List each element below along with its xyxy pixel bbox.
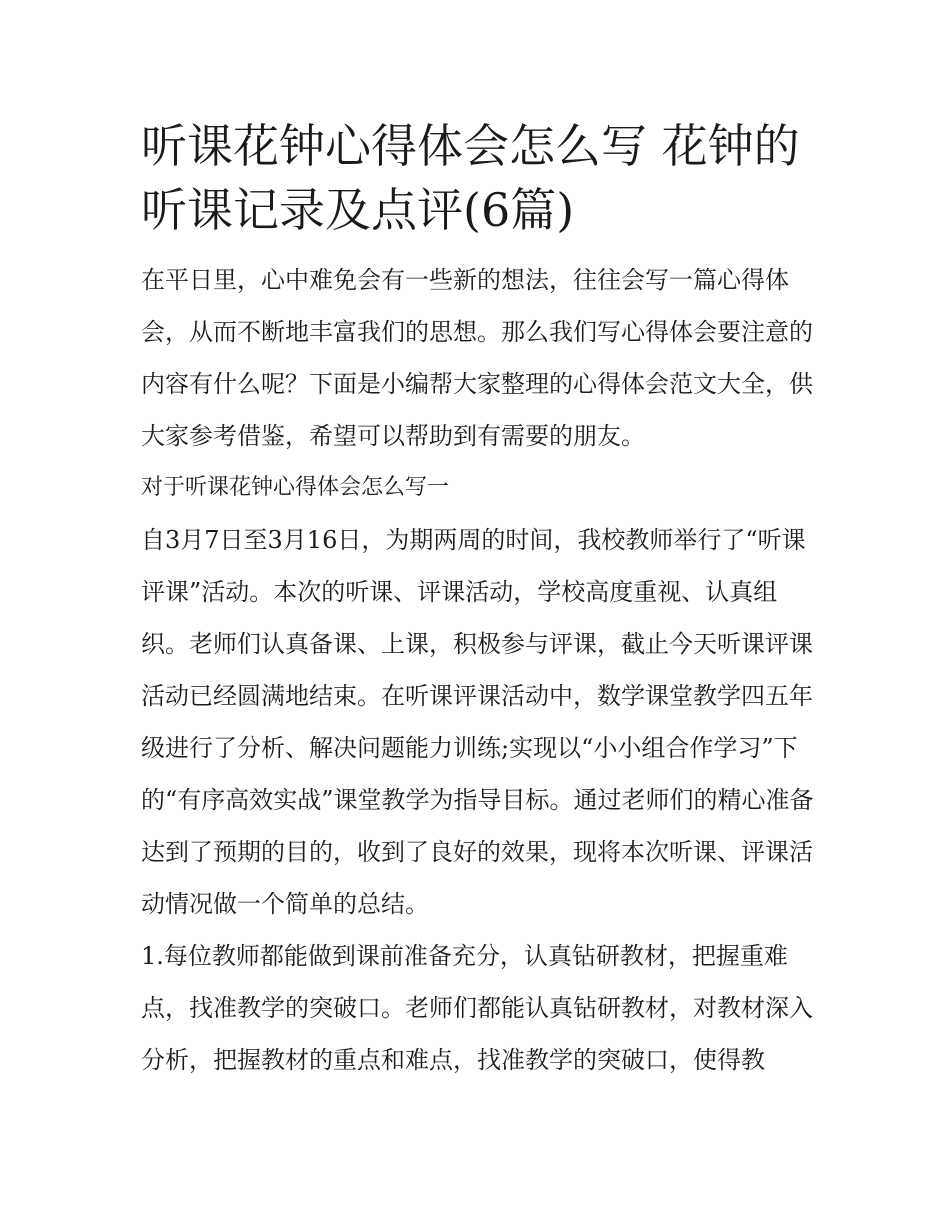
body-paragraph-1: 自3月7日至3月16日，为期两周的时间，我校教师举行了“听课评课”活动。本次的听课、评课活动，学校高度重视、认真组织。老师们认真备课、上课，积极参与评课，截止今天听课评课活动已经圆满地结束。在听课评课活动中，数学课堂教学四五年级进行了分析、解决问题能力训练;实现以“小小组合作学习”下的“有序高效实战”课堂教学为指导目标。通过老师们的精心准备达到了预期的目的，收到了良好的效果，现将本次听课、评课活动情况做一个简单的总结。 <box>141 526 814 918</box>
body-paragraph-2: 1.每位教师都能做到课前准备充分，认真钻研教材，把握重难点，找准教学的突破口。老师们都能认真钻研教材，对教材深入分析，把握教材的重点和难点，找准教学的突破口，使得教 <box>141 942 813 1074</box>
section-heading: 对于听课花钟心得体会怎么写一 <box>141 475 450 500</box>
document-title: 听课花钟心得体会怎么写 花钟的听课记录及点评(6篇) <box>141 119 800 237</box>
intro-paragraph: 在平日里，心中难免会有一些新的想法，往往会写一篇心得体会，从而不断地丰富我们的思想。那么我们写心得体会要注意的内容有什么呢？下面是小编帮大家整理的心得体会范文大全，供大家参考借鉴，希望可以帮助到有需要的朋友。 <box>141 266 813 450</box>
document-content <box>141 114 821 1086</box>
